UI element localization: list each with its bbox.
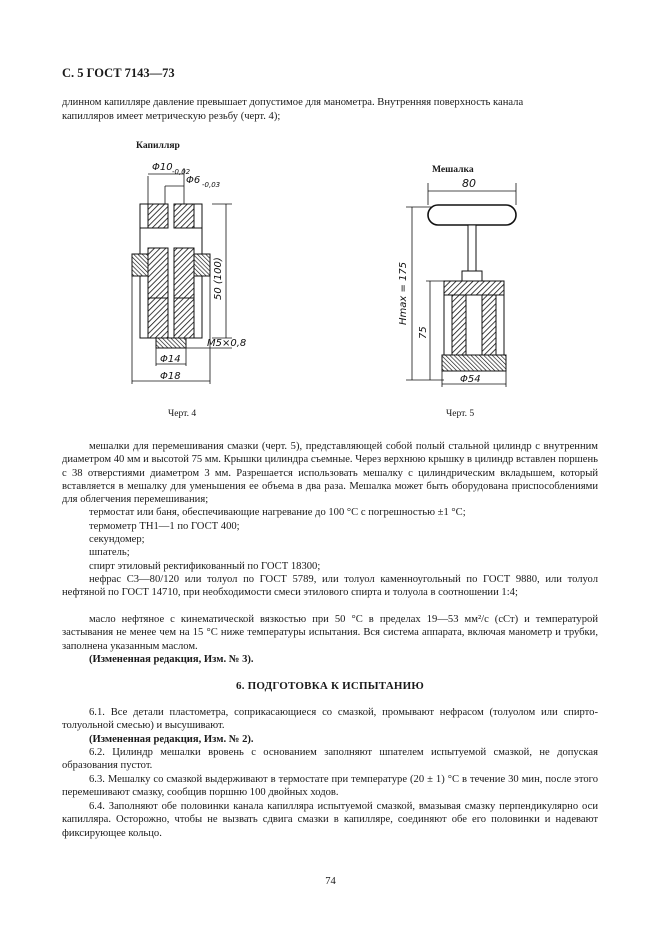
page-number: 74: [325, 876, 336, 887]
paragraph-6-3: 6.3. Мешалку со смазкой выдерживают в термостате при температуре (20 ± 1) °С в течение 30 мин, после этого перемешивают смазку, сообщив поршню 100 двойных ходов.: [62, 774, 598, 799]
paragraph-stirrer: мешалки для перемешивания смазки (черт. 5), представляющей собой полый стальной цилиндр с внутренним диаметром 40 мм и высотой 75 мм. Крышки цилиндра съемные. Через верхнюю крышку в цилиндр вставлен поршень с 38 отверстиями диаметром 3 мм. Разрешается использовать мешалку с цилиндрическим вкладышем, который вставляется в мешалку для уменьшения ее объема в два раза. Мешалка может быть оборудована приспособлениями для облегчения перемешивания;: [62, 441, 598, 506]
dim-d10-tol: -0,02: [172, 168, 191, 176]
intro-line-1: длинном капилляре давление превышает допустимое для манометра. Внутренняя поверхность канала: [62, 97, 524, 108]
page-header: С. 5 ГОСТ 7143—73: [62, 66, 175, 80]
list-item-oil: масло нефтяное с кинематической вязкостью при 50 °С в пределах 19—53 мм²/с (сСт) и температурой застывания не менее чем на 15 °С ниже температуры испытания. Вся система аппарата, включая манометр и трубки, заполнена указанным маслом.: [62, 614, 598, 652]
intro-line-2: капилляров имеет метрическую резьбу (черт. 4);: [62, 111, 281, 122]
paragraph-6-2: 6.2. Цилиндр мешалки вровень с основанием заполняют шпателем испытуемой смазкой, не допуская образования пустот.: [62, 747, 598, 772]
dim-h75: 75: [418, 326, 429, 339]
dim-d10: Φ10: [152, 162, 173, 173]
list-item-stopwatch: секундомер;: [89, 534, 145, 545]
change-note-3: (Измененная редакция, Изм. № 3).: [89, 654, 254, 665]
dim-d14: Φ14: [160, 354, 181, 365]
figure4-capillary-drawing: [120, 152, 320, 392]
dim-d6-tol: -0,03: [202, 181, 221, 189]
list-item-ethanol: спирт этиловый ректификованный по ГОСТ 18300;: [89, 561, 321, 572]
figure5-stirrer-drawing: [392, 175, 542, 400]
dim-d6: Φ6: [186, 175, 201, 186]
figure5-caption: Черт. 5: [446, 408, 475, 419]
figure4-caption: Черт. 4: [168, 408, 197, 419]
dim-m5: M5×0,8: [207, 338, 247, 349]
dim-h50: 50 (100): [213, 257, 224, 300]
list-item-thermostat: термостат или баня, обеспечивающие нагревание до 100 °С с погрешностью ±1 °С;: [89, 507, 466, 518]
paragraph-6-4: 6.4. Заполняют обе половинки канала капилляра испытуемой смазкой, вмазывая смазку перпендикулярно оси капилляра. Осторожно, чтобы не вызвать сдвига смазки в капилляре, соединяют обе его половинки и надевают фиксирующее кольцо.: [62, 801, 598, 839]
change-note-2: (Измененная редакция, Изм. № 2).: [89, 734, 254, 745]
figure5-title: Мешалка: [432, 164, 474, 175]
list-item-nefras: нефрас С3—80/120 или толуол по ГОСТ 5789, или толуол каменноугольный по ГОСТ 9880, или толуол нефтяной по ГОСТ 14710, при необходимости смеси этилового спирта и толуола в соотношении 1:4;: [62, 574, 598, 599]
dim-hmax: Hmax = 175: [398, 261, 409, 325]
figure4-title: Капилляр: [136, 140, 180, 151]
dim-d80: 80: [462, 177, 476, 190]
list-item-spatula: шпатель;: [89, 547, 130, 558]
dim-d18: Φ18: [160, 371, 181, 382]
list-item-thermometer: термометр ТН1—1 по ГОСТ 400;: [89, 521, 240, 532]
paragraph-6-1: 6.1. Все детали пластометра, соприкасающиеся со смазкой, промывают нефрасом (толуолом или спирто-толуольной смесью) и высушивают.: [62, 707, 598, 732]
dim-d54: Φ54: [460, 374, 481, 385]
section-6-title: 6. ПОДГОТОВКА К ИСПЫТАНИЮ: [236, 680, 424, 692]
